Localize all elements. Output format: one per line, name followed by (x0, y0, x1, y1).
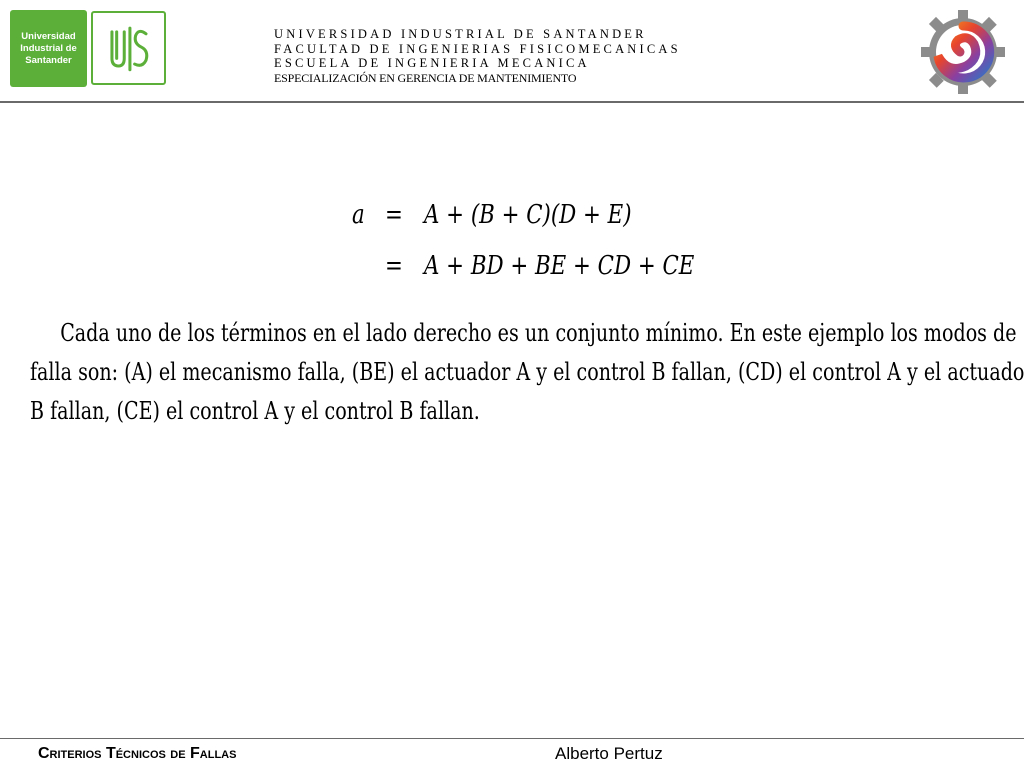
faculty-gear-logo-icon (918, 4, 1008, 98)
header-divider (0, 101, 1024, 103)
logo-line-1: Universidad (21, 30, 76, 42)
equation-rhs-line-1: A + (B + C)(D + E) (424, 200, 632, 230)
institution-header (274, 27, 681, 85)
footer-author: Alberto Pertuz (555, 744, 663, 763)
equation-equals-2: = (385, 251, 403, 281)
footer-divider (0, 738, 1024, 739)
footer-course-title: Criterios Técnicos de Fallas (38, 745, 237, 762)
equation-equals-1: = (385, 200, 403, 230)
logo-line-2: Industrial de (20, 42, 77, 54)
paragraph-line-1: Cada uno de los términos en el lado derecho es un conjunto mínimo. En este ejemplo los modos de (60, 319, 1017, 347)
paragraph-line-2: falla son: (A) el mecanismo falla, (BE) el actuador A y el control B fallan, (CD) el control A y el actuado (30, 358, 1024, 386)
logo-line-3: Santander (25, 54, 72, 66)
explanation-paragraph (30, 314, 1024, 431)
uis-monogram-icon (93, 13, 164, 83)
header-school: ESCUELA DE INGENIERIA MECANICA (274, 56, 590, 70)
uis-monogram-logo (91, 11, 166, 85)
equation-rhs-line-2: A + BD + BE + CD + CE (424, 251, 695, 281)
header-specialization: ESPECIALIZACIÓN EN GERENCIA DE MANTENIMIENTO (274, 70, 577, 85)
equation-lhs: a (352, 200, 365, 230)
paragraph-line-3: B fallan, (CE) el control A y el control B fallan. (30, 397, 480, 425)
university-logo (10, 10, 87, 87)
header-faculty: FACULTAD DE INGENIERIAS FISICOMECANICAS (274, 41, 681, 56)
header-university: UNIVERSIDAD INDUSTRIAL DE SANTANDER (274, 27, 647, 41)
